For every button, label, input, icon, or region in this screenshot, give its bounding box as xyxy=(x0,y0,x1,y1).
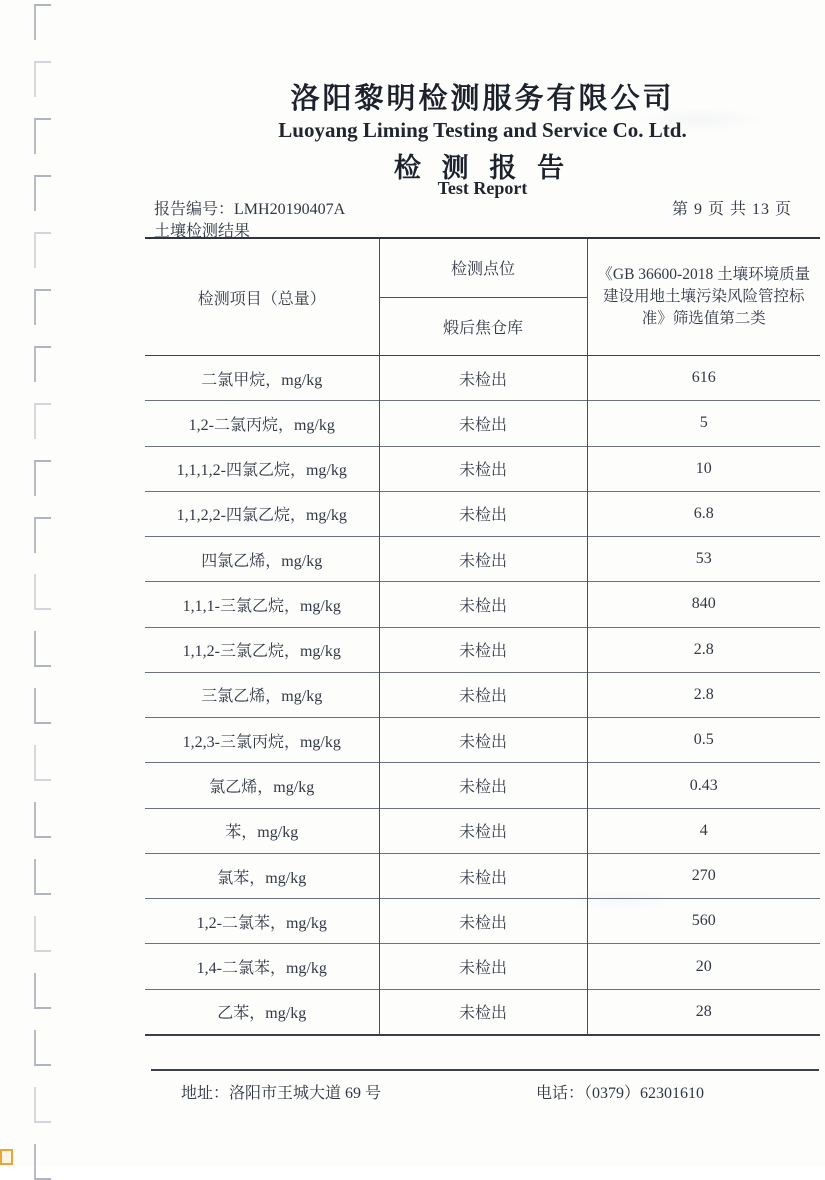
binding-hole-mark xyxy=(34,289,51,325)
limit-cell: 616 xyxy=(587,356,820,401)
company-name-en: Luoyang Liming Testing and Service Co. Ltd. xyxy=(278,118,687,142)
limit-cell: 840 xyxy=(587,582,820,627)
result-cell: 未检出 xyxy=(379,718,587,763)
binding-hole-mark xyxy=(34,118,51,154)
analyte-cell: 1,1,1-三氯乙烷，mg/kg xyxy=(145,582,379,627)
footer-address: 地址：洛阳市王城大道 69 号 xyxy=(181,1085,382,1102)
report-meta-row xyxy=(145,196,820,218)
binding-hole-mark xyxy=(34,1087,51,1123)
analyte-cell: 1,2,3-三氯丙烷，mg/kg xyxy=(145,718,379,763)
result-cell: 未检出 xyxy=(379,446,587,491)
binding-hole-mark xyxy=(34,460,51,496)
limit-cell: 4 xyxy=(587,808,820,853)
analyte-cell: 1,1,1,2-四氯乙烷，mg/kg xyxy=(145,446,379,491)
result-cell: 未检出 xyxy=(379,808,587,853)
binding-hole-mark xyxy=(34,631,51,667)
page-footer xyxy=(151,1069,819,1101)
result-cell: 未检出 xyxy=(379,491,587,536)
limit-cell: 0.5 xyxy=(587,718,820,763)
binding-hole-mark xyxy=(34,61,51,97)
results-table-header xyxy=(145,238,820,356)
section-title: 土壤检测结果 xyxy=(154,223,251,240)
binding-hole-mark xyxy=(34,403,51,439)
result-cell: 未检出 xyxy=(379,853,587,898)
table-row xyxy=(145,853,820,898)
sampling-point-label: 检测点位 xyxy=(379,238,587,297)
table-row xyxy=(145,356,820,401)
limit-cell: 5 xyxy=(587,401,820,446)
binding-hole-mark xyxy=(34,859,51,895)
analyte-cell: 1,4-二氯苯，mg/kg xyxy=(145,944,379,989)
table-row xyxy=(145,401,820,446)
binding-hole-mark xyxy=(34,574,51,610)
report-title-cn: 检 测 报 告 xyxy=(393,153,572,183)
page-indicator: 第 9 页 共 13 页 xyxy=(671,201,792,218)
report-content xyxy=(145,0,820,1166)
company-name-cn: 洛阳黎明检测服务有限公司 xyxy=(290,83,675,115)
result-cell: 未检出 xyxy=(379,763,587,808)
binding-hole-mark xyxy=(34,1030,51,1066)
analyte-cell: 三氯乙烯，mg/kg xyxy=(145,672,379,717)
result-cell: 未检出 xyxy=(379,627,587,672)
table-row xyxy=(145,627,820,672)
table-row xyxy=(145,672,820,717)
standard-column-header: 《GB 36600-2018 土壤环境质量 建设用地土壤污染风险管控标准》筛选值第二类 xyxy=(587,238,820,356)
binding-hole-mark xyxy=(34,973,51,1009)
binding-hole-mark xyxy=(34,175,51,211)
binding-hole-mark xyxy=(34,4,51,40)
analyte-cell: 二氯甲烷，mg/kg xyxy=(201,371,323,389)
table-row xyxy=(145,899,820,944)
limit-cell: 2.8 xyxy=(587,627,820,672)
report-number-label: 报告编号： xyxy=(154,201,235,218)
analyte-cell: 四氯乙烯，mg/kg xyxy=(145,537,379,582)
result-cell: 未检出 xyxy=(379,582,587,627)
binding-hole-mark xyxy=(34,688,51,724)
table-row xyxy=(145,808,820,853)
limit-cell: 2.8 xyxy=(587,672,820,717)
table-row xyxy=(145,944,820,989)
analyte-cell: 氯乙烯，mg/kg xyxy=(145,763,379,808)
analyte-cell: 苯，mg/kg xyxy=(145,808,379,853)
result-cell: 未检出 xyxy=(379,672,587,717)
limit-cell: 10 xyxy=(587,446,820,491)
analyte-cell: 乙苯，mg/kg xyxy=(145,989,379,1035)
binding-hole-mark xyxy=(34,517,51,553)
result-cell: 未检出 xyxy=(379,356,587,401)
table-row xyxy=(145,718,820,763)
table-row xyxy=(145,537,820,582)
results-table xyxy=(145,237,820,1036)
report-title-en: Test Report xyxy=(437,178,528,198)
table-row xyxy=(145,989,820,1035)
limit-cell: 20 xyxy=(587,944,820,989)
binding-hole-mark xyxy=(34,232,51,268)
analyte-cell: 1,1,2,2-四氯乙烷，mg/kg xyxy=(145,491,379,536)
report-number xyxy=(154,196,345,219)
items-column-header: 检测项目（总量） xyxy=(197,290,326,308)
binding-hole-mark xyxy=(34,745,51,781)
results-tbody xyxy=(145,356,820,1035)
binding-hole-mark xyxy=(34,1144,51,1180)
analyte-cell: 1,2-二氯丙烷，mg/kg xyxy=(145,401,379,446)
result-cell: 未检出 xyxy=(379,944,587,989)
analyte-cell: 1,1,2-三氯乙烷，mg/kg xyxy=(145,627,379,672)
report-number-value: LMH20190407A xyxy=(234,201,346,218)
analyte-cell: 氯苯，mg/kg xyxy=(145,853,379,898)
binding-hole-mark xyxy=(34,802,51,838)
limit-cell: 560 xyxy=(587,899,820,944)
table-row xyxy=(145,582,820,627)
result-cell: 未检出 xyxy=(379,537,587,582)
result-cell: 未检出 xyxy=(379,899,587,944)
binding-hole-mark xyxy=(34,346,51,382)
limit-cell: 53 xyxy=(587,537,820,582)
table-row xyxy=(145,446,820,491)
analyte-cell: 1,2-二氯苯，mg/kg xyxy=(145,899,379,944)
binding-hole-mark xyxy=(34,916,51,952)
limit-cell: 6.8 xyxy=(587,491,820,536)
footer-phone: 电话：（0379）62301610 xyxy=(536,1085,705,1102)
result-cell: 未检出 xyxy=(379,401,587,446)
limit-cell: 0.43 xyxy=(587,763,820,808)
limit-cell: 270 xyxy=(587,853,820,898)
result-cell: 未检出 xyxy=(379,989,587,1035)
table-row xyxy=(145,491,820,536)
header-row-1 xyxy=(145,238,820,297)
limit-cell: 28 xyxy=(587,989,820,1035)
table-row xyxy=(145,763,820,808)
binding-holes-strip xyxy=(0,0,70,1166)
corner-accent-mark xyxy=(0,1149,13,1165)
sampling-point-value: 煅后焦仓库 xyxy=(379,297,587,355)
